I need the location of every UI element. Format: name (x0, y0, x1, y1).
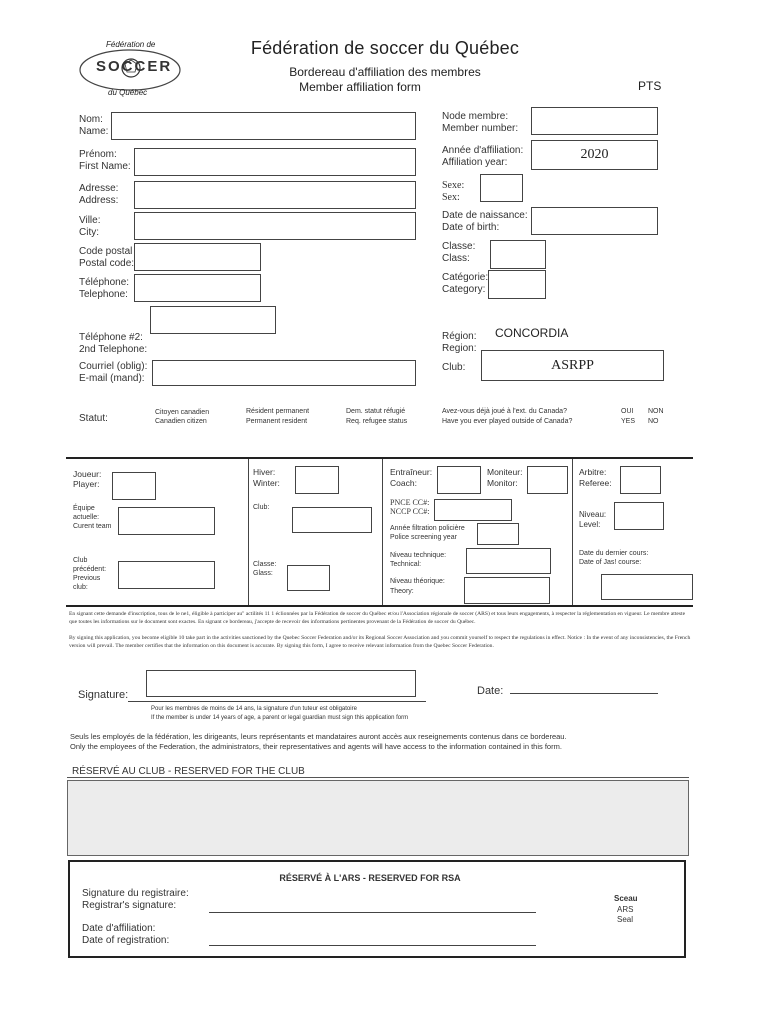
niveau-label-en: Level: (579, 520, 601, 529)
statut-label: Statut: (79, 413, 108, 424)
classe-label-fr: Classe: (442, 241, 476, 252)
joueur-label-en: Player: (73, 479, 100, 489)
winter-class-input[interactable] (287, 565, 330, 591)
dernier-label-fr: Date du dernier cours: (579, 550, 649, 557)
roles-divider-3 (572, 459, 573, 605)
equipe-label-1: Équipe (73, 505, 95, 512)
courriel-label-en: E-mail (mand): (79, 373, 145, 384)
monitor-checkbox[interactable] (527, 466, 568, 494)
prenom-label-fr: Prénom: (79, 149, 117, 160)
current-team-input[interactable] (118, 507, 215, 535)
hiver-label-en: Winter: (253, 478, 280, 488)
signature-input[interactable] (146, 670, 416, 697)
theory-level-input[interactable] (464, 577, 550, 604)
region-value: CONCORDIA (495, 326, 569, 340)
member-number-input[interactable] (531, 107, 658, 135)
cat-label-fr: Catégorie: (442, 272, 489, 283)
logo-text-main: SOCCER (96, 58, 173, 75)
ville-label-fr: Ville: (79, 215, 101, 226)
logo-text-bottom: du Québec (108, 88, 148, 97)
entraineur-label-fr: Entraîneur: (390, 467, 433, 477)
referee-level-input[interactable] (614, 502, 664, 530)
member-label-fr: Node membre: (442, 111, 509, 122)
reserved-club-title: RÉSERVÉ AU CLUB - RESERVED FOR THE CLUB (72, 766, 305, 777)
winter-classe-en: Glass: (253, 570, 273, 577)
signature-label: Signature: (78, 689, 129, 701)
resident-option-en: Permanent resident (246, 418, 308, 425)
club-label: Club: (442, 362, 466, 373)
city-input[interactable] (134, 212, 416, 240)
registrar-sig-fr: Signature du registraire: (82, 888, 189, 899)
equipe-label-2: actuelle: (73, 514, 100, 521)
filtration-label-fr: Année filtration policière (390, 525, 465, 532)
roles-divider-2 (382, 459, 383, 605)
club-input[interactable]: ASRPP (481, 350, 664, 381)
seal-label-2: ARS (617, 905, 634, 914)
privacy-en: Only the employees of the Federation, the administrators, their representatives and agents will have access to the information contained in this form. (70, 742, 562, 751)
date-of-birth-input[interactable] (531, 207, 658, 235)
affiliation-year-input[interactable]: 2020 (531, 140, 658, 170)
filtration-label-en: Police screening year (390, 534, 457, 541)
postal-label-en: Postal code: (79, 258, 135, 269)
yes-option: YES (621, 418, 636, 425)
cat-label-en: Category: (442, 284, 486, 295)
sexe-label-en: Sex: (442, 192, 460, 203)
postal-label-fr: Code postal (79, 246, 133, 257)
entraineur-label-en: Coach: (390, 478, 417, 488)
club-prec-label-2: précédent: (73, 566, 107, 573)
class-input[interactable] (490, 240, 546, 269)
coach-checkbox[interactable] (437, 466, 481, 494)
address-input[interactable] (134, 181, 416, 209)
prenom-label-en: First Name: (79, 161, 131, 172)
refugee-option-fr[interactable]: Dem. statut réfugié (346, 408, 406, 415)
winter-classe-fr: Classe: (253, 561, 277, 568)
citizen-option-en: Canadien citizen (155, 418, 207, 425)
previous-club-input[interactable] (118, 561, 215, 589)
postal-code-input[interactable] (134, 243, 261, 271)
registrar-sig-line[interactable] (209, 912, 536, 913)
logo-text-top: Fédération de (106, 40, 156, 49)
dob-label-fr: Date de naissance: (442, 210, 528, 221)
tel-label-en: Telephone: (79, 289, 128, 300)
adresse-label-en: Address: (79, 195, 119, 206)
telephone2-input[interactable] (150, 306, 276, 334)
name-input[interactable] (111, 112, 416, 140)
winter-club-input[interactable] (292, 507, 372, 533)
sex-input[interactable] (480, 174, 523, 202)
player-checkbox[interactable] (112, 472, 156, 500)
region-label-fr: Région: (442, 331, 477, 342)
registration-date-en: Date of registration: (82, 935, 170, 946)
region-label-en: Region: (442, 343, 477, 354)
registration-date-line[interactable] (209, 945, 536, 946)
dernier-label-en: Date of Jas! course: (579, 559, 642, 566)
email-input[interactable] (152, 360, 416, 386)
club-prec-label-3: Previous (73, 575, 101, 582)
member-label-en: Member number: (442, 123, 519, 134)
niveau-tech-label-fr: Niveau technique: (390, 552, 447, 559)
pts-label: PTS (638, 79, 662, 93)
form-subtitle-fr: Bordereau d'affiliation des membres (289, 65, 481, 79)
signature-note-en: If the member is under 14 years of age, a parent or legal guardian must sign this application form (151, 715, 409, 721)
signature-note-fr: Pour les membres de moins de 14 ans, la signature d'un tuteur est obligatoire (151, 706, 357, 712)
reserved-rsa-title: RÉSERVÉ À L'ARS - RESERVED FOR RSA (279, 873, 461, 883)
played-question-en: Have you ever played outside of Canada? (442, 418, 573, 425)
police-screening-input[interactable] (477, 523, 519, 545)
adresse-label-fr: Adresse: (79, 183, 119, 194)
moniteur-label-fr: Moniteur: (487, 467, 523, 477)
classe-label-en: Class: (442, 253, 470, 264)
winter-club-label: Club: (253, 504, 270, 511)
tel2-label-fr: Téléphone #2: (79, 332, 143, 343)
roles-divider-1 (248, 459, 249, 605)
telephone-input[interactable] (134, 274, 261, 302)
nccp-label: NCCP CC#: (390, 507, 430, 516)
pnce-label: PNCE CC#: (390, 498, 430, 507)
seal-label-1: Sceau (614, 894, 638, 903)
form-title: Fédération de soccer du Québec (250, 38, 520, 58)
winter-checkbox[interactable] (295, 466, 339, 494)
niveau-theo-label-en: Theory: (390, 588, 414, 595)
no-option: NO (648, 418, 659, 425)
courriel-label-fr: Courriel (oblig): (79, 361, 148, 372)
niveau-label-fr: Niveau: (579, 510, 607, 519)
sexe-label-fr: Sexe: (442, 180, 465, 191)
privacy-fr: Seuls les employés de la fédération, les dirigeants, leurs représentants et mandataires auront accès aux reseignements contenus dans ce bordereau. (70, 732, 567, 741)
signature-line (128, 701, 426, 702)
hiver-label-fr: Hiver: (253, 467, 276, 477)
club-prec-label-4: club: (73, 584, 88, 591)
non-option[interactable]: NON (648, 408, 664, 415)
date-line[interactable] (510, 693, 658, 694)
dob-label-en: Date of birth: (442, 222, 500, 233)
technical-level-input[interactable] (466, 548, 551, 574)
last-course-date-input[interactable] (601, 574, 693, 600)
arbitre-label-en: Referee: (579, 478, 612, 488)
fine-print-fr: En signant cette demande d'inscription, tous de le ne1, éligible à participer au" actilités 11 1 éclionnées par la Fédération de soccer du Québec et/ou l'Association régionale de soccer (ARS) et tous leurs engagements, à respecter la réglementation en vigueur. Le membre atteste que toutes les informations sur le document sont exactes. En signant ce bordereau, j'accepte de recevoir des informations pertinentes provenant de la Fédération de soccer du Québec. (69, 611, 686, 625)
form-subtitle-en: Member affiliation form (299, 80, 421, 94)
nom-label-fr: Nom: (79, 114, 103, 125)
arbitre-label-fr: Arbitre: (579, 467, 607, 477)
ville-label-en: City: (79, 227, 99, 238)
niveau-tech-label-en: Technical: (390, 561, 422, 568)
niveau-theo-label-fr: Niveau théorique: (390, 578, 445, 585)
reserved-club-rule (67, 777, 689, 778)
fine-print-en: By signing this application, you become eligible 10 take part in the activities sanctioned by the Quebec Soccer Federation and/or its Regional Soccer Association and you commit yourself to respect the regulations in effect. Notice : In the event of any inconsistencies, the French version will prevail. The member certifies that the information on this document is accurate. By signing this form, I agree to receive relevant information from the Quebec Soccer Federation. (69, 635, 691, 649)
refugee-option-en: Req. refugee status (346, 418, 408, 425)
category-input[interactable] (488, 270, 546, 299)
oui-option[interactable]: OUI (621, 408, 634, 415)
registrar-sig-en: Registrar's signature: (82, 900, 177, 911)
tel2-label-en: 2nd Telephone: (79, 344, 148, 355)
joueur-label-fr: Joueur: (73, 469, 102, 479)
seal-label-3: Seal (617, 915, 634, 924)
tel-label-fr: Téléphone: (79, 277, 130, 288)
first-name-input[interactable] (134, 148, 416, 176)
resident-option-fr[interactable]: Résident permanent (246, 408, 310, 415)
citizen-option-fr[interactable]: Citoyen canadien (155, 409, 210, 416)
coach-cc-input[interactable] (434, 499, 512, 521)
reserved-club-area[interactable] (67, 780, 689, 856)
played-question-fr: Avez-vous déjà joué à l'ext. du Canada? (442, 408, 567, 415)
referee-checkbox[interactable] (620, 466, 661, 494)
date-label: Date: (477, 685, 504, 697)
year-label-en: Affiliation year: (442, 157, 508, 168)
moniteur-label-en: Monitor: (487, 478, 518, 488)
nom-label-en: Name: (79, 126, 109, 137)
equipe-label-3: Curent team (73, 523, 112, 530)
club-prec-label-1: Club (73, 557, 88, 564)
registration-date-fr: Date d'affiliation: (82, 923, 156, 934)
year-label-fr: Année d'affiliation: (442, 145, 524, 156)
